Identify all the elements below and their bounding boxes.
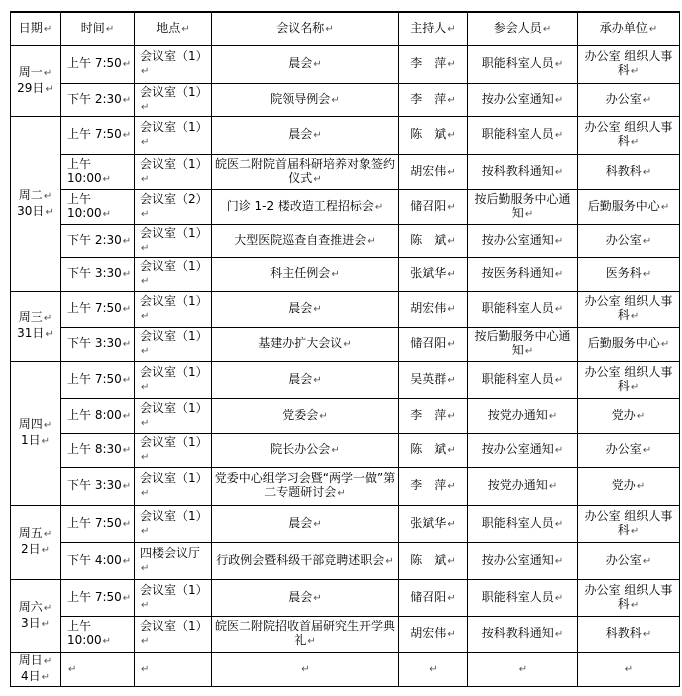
- table-row: [11, 542, 680, 579]
- day-cell: 周五↵ 2日↵: [11, 505, 61, 579]
- time-cell: 上午 10:00↵: [61, 189, 135, 224]
- attendees-cell: 职能科室人员↵: [468, 579, 578, 616]
- meeting-cell: 门诊 1-2 楼改造工程招标会↵: [212, 189, 399, 224]
- table-header: [11, 12, 680, 45]
- organizer-cell: 办公室 组织人事科↵: [578, 116, 680, 154]
- table-row: [11, 83, 680, 116]
- time-cell: 上午 8:00↵: [61, 398, 135, 433]
- time-cell: 上午 7:50↵: [61, 45, 135, 83]
- meeting-cell: 科主任例会↵: [212, 257, 399, 291]
- location-cell: 会议室（1）↵: [135, 83, 212, 116]
- day-cell: 周六↵ 3日↵: [11, 579, 61, 652]
- header-meeting: 会议名称↵: [212, 12, 399, 45]
- header-host: 主持人↵: [399, 12, 468, 45]
- table-row: [11, 361, 680, 398]
- attendees-cell: 职能科室人员↵: [468, 45, 578, 83]
- attendees-cell: 按后勤服务中心通知↵: [468, 327, 578, 361]
- host-cell: 陈 斌↵: [399, 433, 468, 467]
- organizer-cell: 科教科↵: [578, 154, 680, 189]
- attendees-cell: ↵: [468, 652, 578, 686]
- table-row: [11, 398, 680, 433]
- meeting-cell: 晨会↵: [212, 579, 399, 616]
- host-cell: 李 萍↵: [399, 45, 468, 83]
- table-row: [11, 45, 680, 83]
- time-cell: 上午 8:30↵: [61, 433, 135, 467]
- attendees-cell: 按办公室通知↵: [468, 433, 578, 467]
- table-row: [11, 579, 680, 616]
- attendees-cell: 按科教科通知↵: [468, 154, 578, 189]
- time-cell: 下午 2:30↵: [61, 83, 135, 116]
- attendees-cell: 职能科室人员↵: [468, 505, 578, 542]
- day-cell: 周一↵ 29日↵: [11, 45, 61, 116]
- meeting-cell: 大型医院巡查自查推进会↵: [212, 224, 399, 257]
- time-cell: ↵: [61, 652, 135, 686]
- organizer-cell: 后勤服务中心↵: [578, 327, 680, 361]
- attendees-cell: 按科教科通知↵: [468, 616, 578, 652]
- host-cell: 李 萍↵: [399, 83, 468, 116]
- attendees-cell: 按后勤服务中心通知↵: [468, 189, 578, 224]
- host-cell: 张斌华↵: [399, 257, 468, 291]
- time-cell: 下午 3:30↵: [61, 467, 135, 505]
- time-cell: 下午 3:30↵: [61, 257, 135, 291]
- table-row: [11, 154, 680, 189]
- host-cell: 李 萍↵: [399, 398, 468, 433]
- meeting-cell: 晨会↵: [212, 361, 399, 398]
- time-cell: 上午 10:00↵: [61, 154, 135, 189]
- table-body: [11, 45, 680, 686]
- location-cell: 四楼会议厅↵: [135, 542, 212, 579]
- meeting-cell: 行政例会暨科级干部竞聘述职会↵: [212, 542, 399, 579]
- time-cell: 下午 3:30↵: [61, 327, 135, 361]
- attendees-cell: 按办公室通知↵: [468, 224, 578, 257]
- day-cell: 周四↵ 1日↵: [11, 361, 61, 505]
- organizer-cell: 办公室↵: [578, 542, 680, 579]
- location-cell: 会议室（1）↵: [135, 433, 212, 467]
- table-row: [11, 189, 680, 224]
- location-cell: 会议室（1）↵: [135, 398, 212, 433]
- location-cell: 会议室（1）↵: [135, 224, 212, 257]
- meeting-cell: 皖医二附院招收首届研究生开学典礼↵: [212, 616, 399, 652]
- meeting-cell: 院长办公会↵: [212, 433, 399, 467]
- location-cell: 会议室（1）↵: [135, 45, 212, 83]
- location-cell: 会议室（1）↵: [135, 467, 212, 505]
- host-cell: 陈 斌↵: [399, 116, 468, 154]
- host-cell: 储召阳↵: [399, 327, 468, 361]
- table-row: [11, 224, 680, 257]
- meeting-cell: 晨会↵: [212, 45, 399, 83]
- organizer-cell: 科教科↵: [578, 616, 680, 652]
- host-cell: ↵: [399, 652, 468, 686]
- meeting-cell: 院领导例会↵: [212, 83, 399, 116]
- meeting-cell: ↵: [212, 652, 399, 686]
- table-row: [11, 257, 680, 291]
- meeting-cell: 党委中心组学习会暨“两学一做”第二专题研讨会↵: [212, 467, 399, 505]
- time-cell: 下午 4:00↵: [61, 542, 135, 579]
- header-location: 地点↵: [135, 12, 212, 45]
- host-cell: 胡宏伟↵: [399, 154, 468, 189]
- meeting-cell: 晨会↵: [212, 291, 399, 327]
- meeting-cell: 皖医二附院首届科研培养对象签约仪式↵: [212, 154, 399, 189]
- location-cell: 会议室（1）↵: [135, 257, 212, 291]
- host-cell: 储召阳↵: [399, 579, 468, 616]
- location-cell: ↵: [135, 652, 212, 686]
- header-time: 时间↵: [61, 12, 135, 45]
- organizer-cell: 办公室 组织人事科↵: [578, 45, 680, 83]
- organizer-cell: 办公室 组织人事科↵: [578, 579, 680, 616]
- table-row: [11, 652, 680, 686]
- time-cell: 上午 7:50↵: [61, 291, 135, 327]
- organizer-cell: 办公室 组织人事科↵: [578, 505, 680, 542]
- host-cell: 陈 斌↵: [399, 542, 468, 579]
- host-cell: 陈 斌↵: [399, 224, 468, 257]
- location-cell: 会议室（1）↵: [135, 505, 212, 542]
- location-cell: 会议室（1）↵: [135, 291, 212, 327]
- table-row: [11, 505, 680, 542]
- location-cell: 会议室（1）↵: [135, 116, 212, 154]
- organizer-cell: 办公室 组织人事科↵: [578, 361, 680, 398]
- meeting-cell: 晨会↵: [212, 505, 399, 542]
- organizer-cell: 办公室 组织人事科↵: [578, 291, 680, 327]
- attendees-cell: 职能科室人员↵: [468, 361, 578, 398]
- host-cell: 胡宏伟↵: [399, 616, 468, 652]
- host-cell: 李 萍↵: [399, 467, 468, 505]
- location-cell: 会议室（1）↵: [135, 361, 212, 398]
- host-cell: 胡宏伟↵: [399, 291, 468, 327]
- attendees-cell: 按办公室通知↵: [468, 542, 578, 579]
- attendees-cell: 按党办通知↵: [468, 398, 578, 433]
- organizer-cell: 后勤服务中心↵: [578, 189, 680, 224]
- table-row: [11, 327, 680, 361]
- organizer-cell: 党办↵: [578, 398, 680, 433]
- attendees-cell: 职能科室人员↵: [468, 291, 578, 327]
- location-cell: 会议室（1）↵: [135, 327, 212, 361]
- day-cell: 周日↵ 4日↵: [11, 652, 61, 686]
- organizer-cell: 办公室↵: [578, 224, 680, 257]
- table-row: [11, 433, 680, 467]
- host-cell: 储召阳↵: [399, 189, 468, 224]
- time-cell: 上午 7:50↵: [61, 505, 135, 542]
- organizer-cell: 办公室↵: [578, 83, 680, 116]
- organizer-cell: 党办↵: [578, 467, 680, 505]
- attendees-cell: 按医务科通知↵: [468, 257, 578, 291]
- meeting-cell: 基建办扩大会议↵: [212, 327, 399, 361]
- table-row: [11, 116, 680, 154]
- organizer-cell: ↵: [578, 652, 680, 686]
- attendees-cell: 职能科室人员↵: [468, 116, 578, 154]
- host-cell: 张斌华↵: [399, 505, 468, 542]
- time-cell: 上午 7:50↵: [61, 361, 135, 398]
- location-cell: 会议室（1）↵: [135, 579, 212, 616]
- table-row: [11, 467, 680, 505]
- header-attendees: 参会人员↵: [468, 12, 578, 45]
- time-cell: 上午 10:00↵: [61, 616, 135, 652]
- organizer-cell: 医务科↵: [578, 257, 680, 291]
- day-cell: 周二↵ 30日↵: [11, 116, 61, 291]
- table-row: [11, 616, 680, 652]
- time-cell: 下午 2:30↵: [61, 224, 135, 257]
- time-cell: 上午 7:50↵: [61, 116, 135, 154]
- meeting-schedule-table: [10, 11, 680, 687]
- attendees-cell: 按党办通知↵: [468, 467, 578, 505]
- organizer-cell: 办公室↵: [578, 433, 680, 467]
- attendees-cell: 按办公室通知↵: [468, 83, 578, 116]
- header-organizer: 承办单位↵: [578, 12, 680, 45]
- host-cell: 吴英群↵: [399, 361, 468, 398]
- meeting-cell: 党委会↵: [212, 398, 399, 433]
- header-day: 日期↵: [11, 12, 61, 45]
- meeting-cell: 晨会↵: [212, 116, 399, 154]
- location-cell: 会议室（1）↵: [135, 616, 212, 652]
- time-cell: 上午 7:50↵: [61, 579, 135, 616]
- day-cell: 周三↵ 31日↵: [11, 291, 61, 361]
- table-row: [11, 291, 680, 327]
- location-cell: 会议室（1）↵: [135, 154, 212, 189]
- location-cell: 会议室（2）↵: [135, 189, 212, 224]
